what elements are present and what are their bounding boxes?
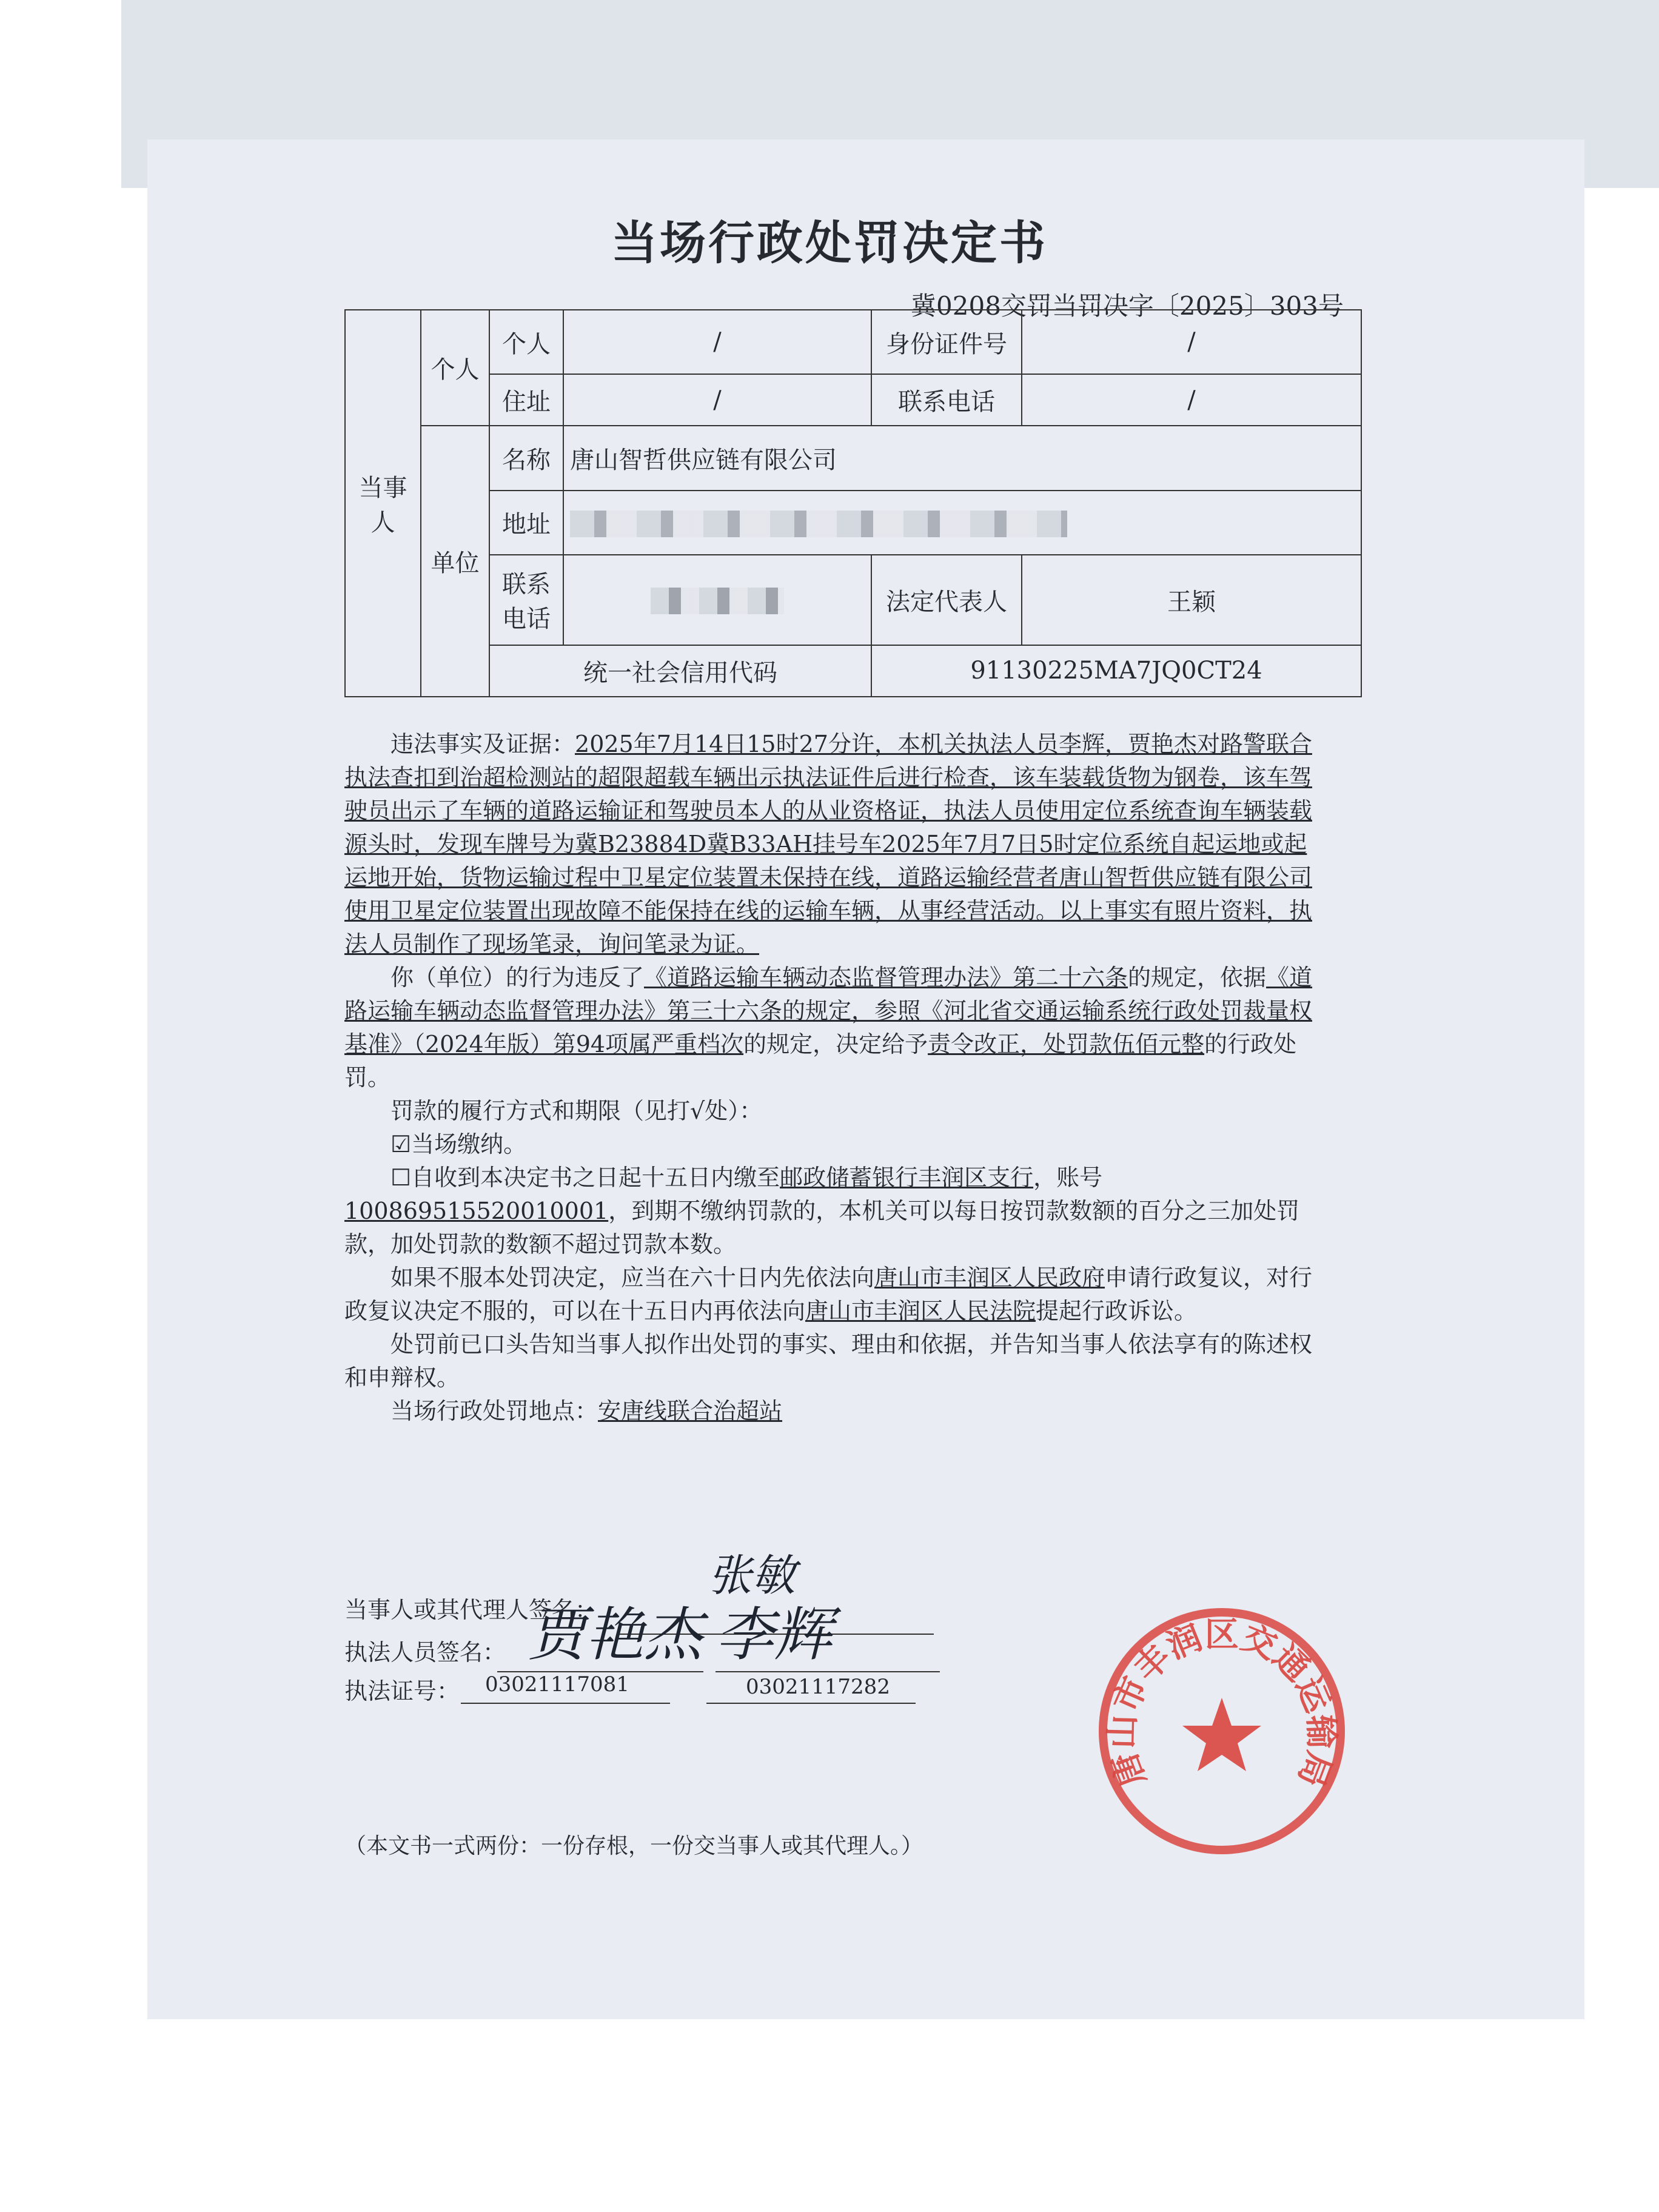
redacted-block (570, 511, 1067, 537)
unit-phone-value-redacted (563, 555, 871, 645)
violation-paragraph (344, 961, 1327, 1094)
payment-text-3: ，到期不缴纳罚款的，本机关可以每日按罚款数额的百分之三加处罚款，加处罚款的数额不超过罚款本数。 (344, 1198, 1300, 1258)
place-value: 安唐线联合治超站 (598, 1398, 783, 1424)
officer-signature-2: 李辉 (716, 1601, 832, 1669)
legal-rep-label: 法定代表人 (871, 555, 1022, 645)
document-number: 冀0208交罚当罚决字〔2025〕303号 (911, 291, 1344, 321)
cert-number-2: 03021117282 (746, 1675, 890, 1699)
redacted-block (651, 588, 784, 614)
party-signature: 张敏 (708, 1550, 796, 1601)
place-line (344, 1395, 1327, 1428)
violated-law: 《道路运输车辆动态监督管理办法》第二十六条 (644, 964, 1128, 991)
payment-heading: 罚款的履行方式和期限（见打√处）： (390, 1098, 763, 1124)
individual-label: 个人 (421, 310, 489, 426)
officer-sign-label: 执法人员签名： (344, 1639, 506, 1666)
notice-paragraph: 处罚前已口头告知当事人拟作出处罚的事实、理由和依据，并告知当事人依法享有的陈述权和申辩权。 (344, 1331, 1313, 1391)
facts-prefix: 违法事实及证据： (390, 731, 575, 757)
id-value: / (1022, 310, 1361, 374)
name-value: 唐山智哲供应链有限公司 (563, 426, 1361, 490)
penalty-basis: 《道路运输车辆动态监督管理办法》第三十六条的规定，参照《河北省交通运输系统行政处罚裁量权基准》（2024年版）第94项属严重档次 (344, 964, 1313, 1057)
official-seal (1098, 1607, 1346, 1855)
place-label: 当场行政处罚地点： (390, 1398, 598, 1424)
unit-address-value-redacted (563, 491, 1361, 555)
payment-option-onsite: ☑当场缴纳。 (390, 1131, 527, 1158)
cert-label: 执法证号： (344, 1678, 460, 1704)
appeal-text-1: 如果不服本处罚决定，应当在六十日内先依法向 (390, 1264, 875, 1291)
appeal-text-3: 提起行政诉讼。 (1036, 1298, 1198, 1324)
penalty-decision: 责令改正，处罚款伍佰元整 (928, 1031, 1205, 1057)
cert-number-1: 03021117081 (485, 1672, 629, 1697)
officer-sign-line-2 (716, 1671, 940, 1672)
payment-text-2: ，账号 (1033, 1164, 1103, 1191)
document-title: 当场行政处罚决定书 (611, 216, 1048, 270)
legal-rep-value: 王颖 (1022, 555, 1361, 645)
credit-code-value: 91130225MA7JQ0CT24 (871, 645, 1361, 697)
seal-star-icon (1182, 1698, 1261, 1771)
person-label: 个人 (489, 310, 563, 374)
cert-line-2 (706, 1703, 916, 1704)
payment-text-1: ☐自收到本决定书之日起十五日内缴至 (390, 1164, 780, 1191)
phone-label: 联系电话 (871, 374, 1022, 426)
credit-code-label: 统一社会信用代码 (489, 645, 871, 697)
footer-note: （本文书一式两份：一份存根，一份交当事人或其代理人。） (344, 1834, 923, 1858)
unit-address-label: 地址 (489, 491, 563, 555)
name-label: 名称 (489, 426, 563, 490)
violation-text-3: 的规定，决定给予 (743, 1031, 928, 1057)
facts-text: 2025年7月14日15时27分许，本机关执法人员李辉，贾艳杰对路警联合执法查扣到治超检测站的超限超载车辆出示执法证件后进行检查，该车装载货物为钢卷，该车驾驶员出示了车辆的道路运输证和驾驶员本人的从业资格证，执法人员使用定位系统查询车辆装载源头时，发现车牌号为冀B23884D冀B33AH挂号车2025年7月7日5时定位系统自起运地或起运地开始，货物运输过程中卫星定位装置未保持在线，道路运输经营者唐山智哲供应链有限公司使用卫星定位装置出现故障不能保持在线的运输车辆，从事经营活动。以上事实有照片资料，执法人员制作了现场笔录，询问笔录为证。 (344, 731, 1313, 957)
unit-label: 单位 (421, 426, 489, 697)
id-label: 身份证件号 (871, 310, 1022, 374)
seal-text: 唐山市丰润区交通运输局 (1102, 1615, 1341, 1792)
violation-text-2: 的规定，依据 (1128, 964, 1267, 991)
appeal-text-2: 申请行政复议，对行政复议决定不服的，可以在十五日内再依法向 (344, 1264, 1313, 1324)
document-body (344, 728, 1327, 1428)
facts-paragraph (344, 728, 1327, 961)
phone-value: / (1022, 374, 1361, 426)
payment-option-bank (344, 1161, 1327, 1261)
review-authority: 唐山市丰润区人民政府 (874, 1264, 1105, 1291)
party-label: 当事人 (345, 310, 421, 697)
appeal-paragraph (344, 1261, 1327, 1328)
address-value: / (563, 374, 871, 426)
address-label: 住址 (489, 374, 563, 426)
officer-signature-1: 贾艳杰 (528, 1601, 702, 1669)
violation-text-4: 的行政处罚。 (344, 1031, 1297, 1091)
violation-text-1: 你（单位）的行为违反了 (390, 964, 645, 991)
party-sign-label: 当事人或其代理人签名： (344, 1597, 598, 1623)
person-value: / (563, 310, 871, 374)
court-name: 唐山市丰润区人民法院 (805, 1298, 1036, 1324)
unit-phone-label: 联系电话 (489, 555, 563, 645)
bank-name: 邮政储蓄银行丰润区支行 (780, 1164, 1034, 1191)
cert-line-1 (461, 1703, 670, 1704)
bank-account: 100869515520010001 (344, 1198, 609, 1224)
party-info-table (344, 309, 1362, 697)
